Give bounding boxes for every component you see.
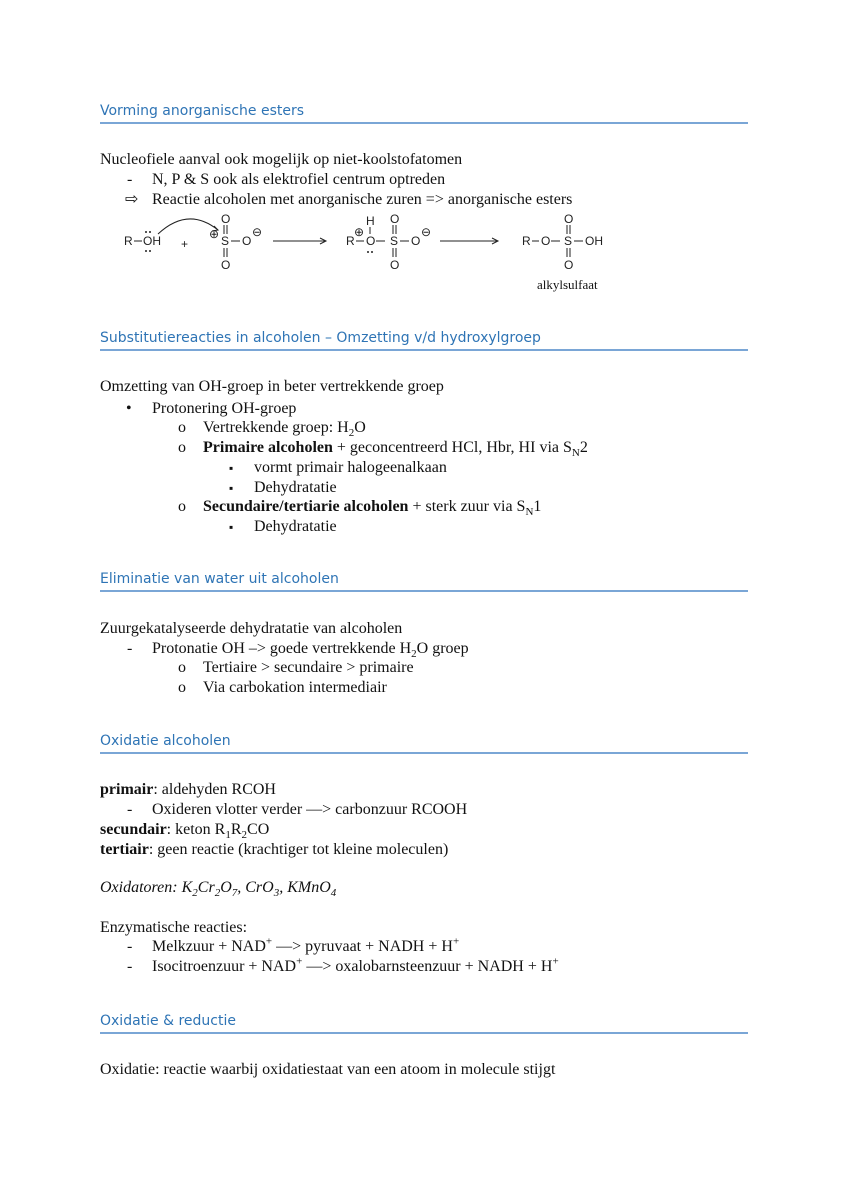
oxidators-line: Oxidatoren: $K_2Cr_2O_7$, CrO$_3$, KMnO$_4$ (100, 879, 337, 900)
circle-marker: o (178, 679, 186, 696)
paragraph: tertiair: geen reactie (krachtiger tot kleine moleculen) (100, 841, 449, 858)
arrow-marker-icon: ⇨ (125, 191, 139, 208)
chem-o: O (221, 258, 231, 272)
chem-h: H (366, 214, 375, 228)
list-item: Tertiaire > secundaire > primaire (203, 659, 414, 676)
square-marker: ▪ (229, 481, 234, 495)
section-heading: Eliminatie van water uit alcoholen (100, 570, 748, 592)
list-item: vormt primair halogeenalkaan (254, 459, 447, 476)
section-heading: Oxidatie alcoholen (100, 732, 748, 754)
paragraph: Omzetting van OH-groep in beter vertrekkende groep (100, 378, 444, 395)
section-heading: Oxidatie & reductie (100, 1012, 748, 1034)
chem-neg: ⊖ (421, 225, 432, 239)
circle-marker: o (178, 419, 186, 436)
chem-r: R (124, 234, 133, 248)
dash-marker: - (127, 801, 133, 818)
figure-caption: alkylsulfaat (537, 277, 598, 292)
bullet-marker: • (126, 400, 132, 417)
section-heading: Substitutiereacties in alcoholen – Omzetting v/d hydroxylgroep (100, 329, 748, 351)
list-item: Via carbokation intermediair (203, 679, 387, 696)
paragraph: Nucleofiele aanval ook mogelijk op niet-koolstofatomen (100, 151, 463, 168)
chem-o: O (564, 212, 574, 226)
list-item: Primaire alcoholen + geconcentreerd HCl, Hbr, HI via $S_N2$ (203, 439, 588, 460)
chem-o: O (411, 234, 421, 248)
chem-plus: + (181, 237, 189, 251)
list-item: Reactie alcoholen met anorganische zuren => anorganische esters (152, 191, 573, 208)
list-item: Protonering OH-groep (152, 400, 297, 417)
square-marker: ▪ (229, 520, 234, 534)
chem-r: R (346, 234, 355, 248)
chem-s: S (390, 234, 399, 248)
list-item: Dehydratatie (254, 518, 337, 535)
paragraph: Zuurgekatalyseerde dehydratatie van alcoholen (100, 620, 403, 637)
list-item: Oxideren vlotter verder —> carbonzuur RCOOH (152, 801, 468, 818)
paragraph: primair: aldehyden RCOH (100, 781, 276, 798)
paragraph: Oxidatie: reactie waarbij oxidatiestaat van een atoom in molecule stijgt (100, 1061, 556, 1078)
chem-o: O (564, 258, 574, 272)
circle-marker: o (178, 439, 186, 456)
list-item: Secundaire/tertiarie alcoholen + sterk zuur via $S_N1$ (203, 498, 542, 519)
chem-neg: ⊖ (252, 225, 263, 239)
chem-pos: ⊕ (354, 225, 365, 239)
dash-marker: - (127, 938, 133, 955)
chem-o: O (390, 212, 400, 226)
list-item: N, P & S ook als elektrofiel centrum optreden (152, 171, 446, 188)
chem-o: O (242, 234, 252, 248)
chem-r: R (522, 234, 531, 248)
paragraph: Enzymatische reacties: (100, 919, 248, 936)
chem-o: O (390, 258, 400, 272)
section-heading: Vorming anorganische esters (100, 102, 748, 124)
list-item: Melkzuur + NAD+ —> pyruvaat + NADH + H+ (152, 935, 460, 955)
list-item: Vertrekkende groep: $H_2O$ (203, 419, 366, 440)
chem-oh: OH (585, 234, 603, 248)
dash-marker: - (127, 171, 133, 188)
list-item: Protonatie OH –> goede vertrekkende $H_2O$ groep (152, 640, 469, 661)
dash-marker: - (127, 640, 133, 657)
paragraph: secundair: keton $R_1R_2CO$ (100, 821, 270, 842)
chem-o: O (541, 234, 551, 248)
list-item: Dehydratatie (254, 479, 337, 496)
chem-o: O (221, 212, 231, 226)
circle-marker: o (178, 498, 186, 515)
chem-pos: ⊕ (209, 227, 220, 241)
chem-s: S (564, 234, 573, 248)
chem-o: O (366, 234, 376, 248)
circle-marker: o (178, 659, 186, 676)
chem-s: S (221, 234, 230, 248)
chem-oh: OH (143, 234, 161, 248)
square-marker: ▪ (229, 461, 234, 475)
dash-marker: - (127, 958, 133, 975)
list-item: Isocitroenzuur + NAD+ —> oxalobarnsteenzuur + NADH + H+ (152, 955, 559, 975)
